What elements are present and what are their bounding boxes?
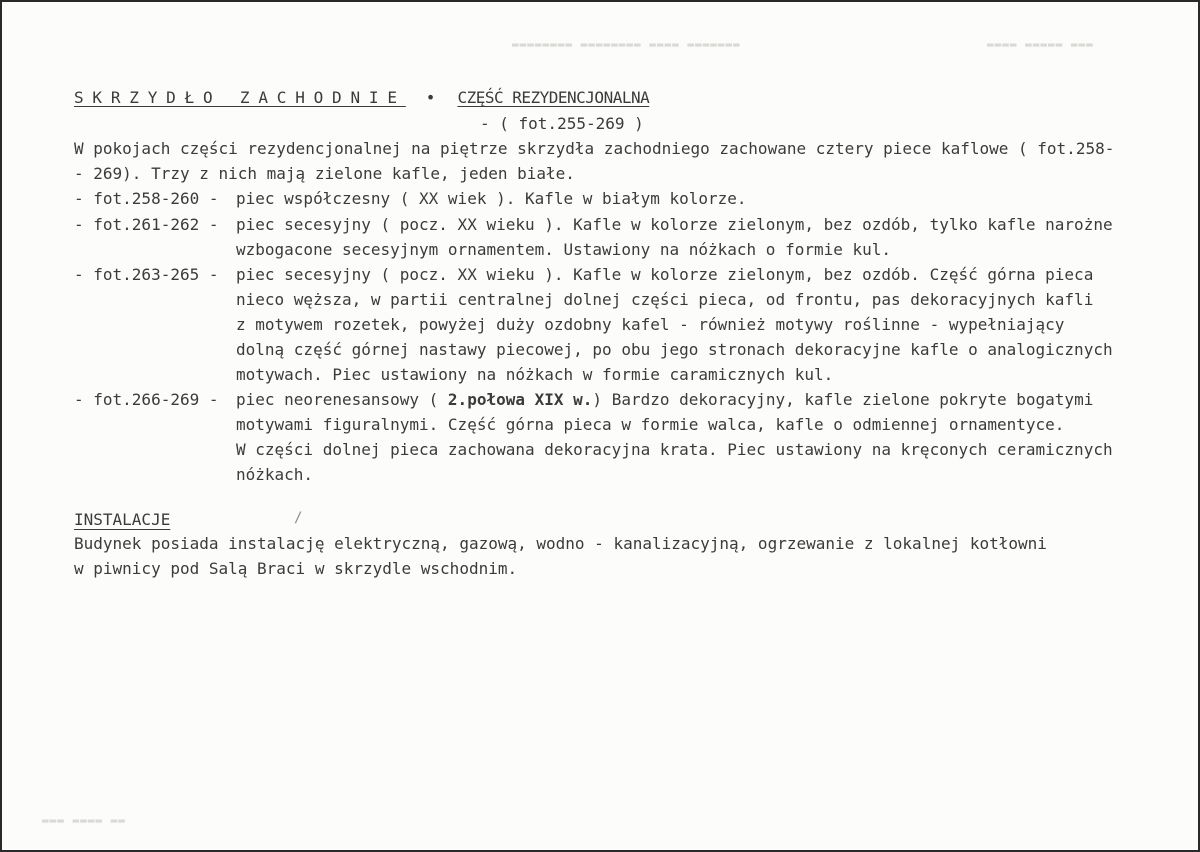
entry-line-part: ) Bardzo dekoracyjny, kafle zielone pokryte bogatymi <box>592 390 1094 409</box>
entry-line: z motywem rozetek, powyżej duży ozdobny kafel - również motywy roślinne - wypełniający <box>236 315 1065 334</box>
installations-line: Budynek posiada instalację elektryczną, gazową, wodno - kanalizacyjną, ogrzewanie z lokalnej kotłowni <box>74 534 1047 553</box>
installations-heading: INSTALACJE <box>74 510 171 529</box>
entry-label: - fot.263-265 - <box>74 265 219 284</box>
heading-wing: SKRZYDŁO ZACHODNIE <box>74 88 406 107</box>
entry-line: piec secesyjny ( pocz. XX wieku ). Kafle w kolorze zielonym, bez ozdób, tylko kafle narożne <box>236 215 1113 234</box>
intro-line: - 269). Trzy z nich mają zielone kafle, jeden białe. <box>74 164 575 183</box>
entry-label: - fot.261-262 - <box>74 215 219 234</box>
entry-line <box>236 387 1113 412</box>
entry-line: piec secesyjny ( pocz. XX wieku ). Kafle w kolorze zielonym, bez ozdób. Część górna pieca <box>236 265 1094 284</box>
entry-label: - fot.258-260 - <box>74 189 219 208</box>
installations-line: w piwnicy pod Salą Braci w skrzydle wschodnim. <box>74 559 518 578</box>
entry-line: W części dolnej pieca zachowana dekoracyjna krata. Piec ustawiony na kręconych ceramicznych <box>236 440 1113 459</box>
intro-line: W pokojach części rezydencjonalnej na piętrze skrzydła zachodniego zachowane cztery piece kaflowe ( fot.258- <box>74 139 1115 158</box>
installations-text <box>74 531 1047 581</box>
bleed-through-mark: ▬▬▬ ▬▬▬▬ ▬▬ <box>42 814 126 827</box>
entry-line: wzbogacone secesyjnym ornamentem. Ustawiony na nóżkach o formie kul. <box>236 240 892 259</box>
bleed-through-mark: ▬▬▬▬ ▬▬▬▬▬ ▬▬▬ <box>987 38 1094 51</box>
entry-line: piec współczesny ( XX wiek ). Kafle w białym kolorze. <box>236 189 747 208</box>
entry-line: nieco węższa, w partii centralnej dolnej części pieca, od frontu, pas dekoracyjnych kafli <box>236 290 1094 309</box>
entry-line: motywach. Piec ustawiony na nóżkach w formie caramicznych kul. <box>236 365 834 384</box>
entry-text <box>236 186 747 211</box>
photo-reference: - ( fot.255-269 ) <box>480 114 644 133</box>
date-emphasis: 2.połowa XIX w. <box>447 390 593 409</box>
entry-line: motywami figuralnymi. Część górna pieca w formie walca, kafle o odmiennej ornamentyce. <box>236 415 1065 434</box>
entry-text <box>236 262 1113 387</box>
pencil-mark: / <box>294 510 303 526</box>
entry-line: dolną część górnej nastawy piecowej, po obu jego stronach dekoracyjne kafle o analogicznych <box>236 340 1113 359</box>
entry-text <box>236 387 1113 487</box>
heading-section: CZĘŚĆ REZYDENCJONALNA <box>457 88 650 107</box>
entry-label: - fot.266-269 - <box>74 390 219 409</box>
entry-line-part: piec neorenesansowy ( <box>236 390 448 409</box>
bleed-through-mark: ▬▬▬▬▬▬▬▬ ▬▬▬▬▬▬▬▬ ▬▬▬▬ ▬▬▬▬▬▬▬ <box>512 38 741 51</box>
entry-line: nóżkach. <box>236 465 314 484</box>
entry-text <box>236 212 1113 262</box>
heading-bullet: • <box>425 88 436 107</box>
document-heading <box>74 88 649 107</box>
